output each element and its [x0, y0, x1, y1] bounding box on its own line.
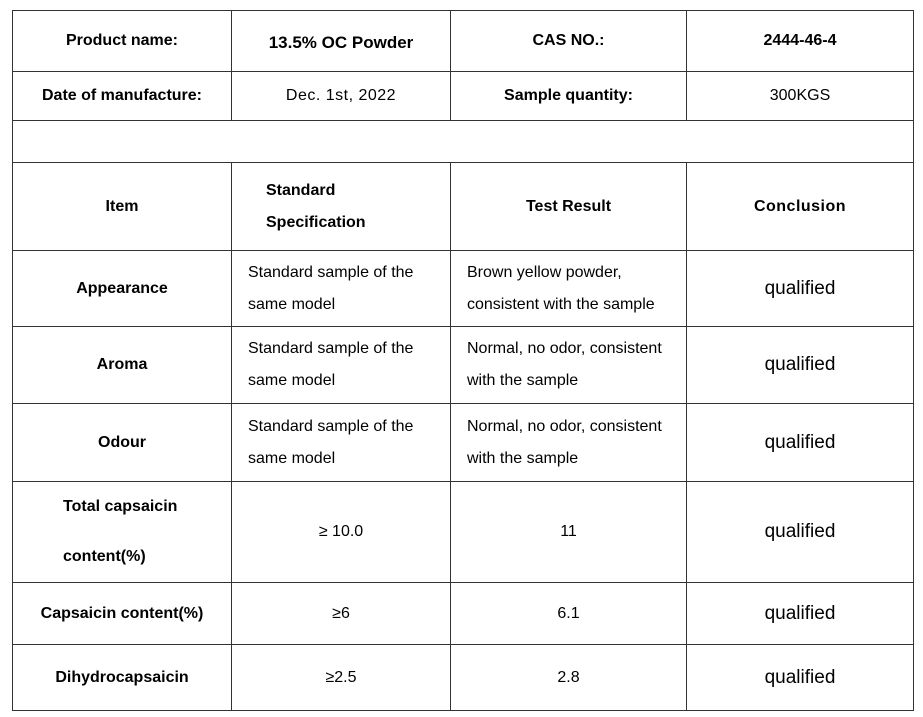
row-result-line1: Brown yellow powder, [467, 263, 622, 281]
row-result-line1: Normal, no odor, consistent [467, 340, 662, 357]
row-conclusion: qualified [687, 327, 914, 404]
row-standard [232, 404, 451, 482]
row-standard-line2: same model [248, 449, 336, 467]
row-result: 2.8 [451, 645, 687, 711]
table-row [13, 327, 914, 404]
inspection-report [12, 10, 913, 711]
row-item: Odour [13, 404, 232, 482]
col-standard-line1: Standard [266, 181, 336, 199]
table-row [13, 251, 914, 327]
col-result: Test Result [451, 163, 687, 251]
row-result [451, 327, 687, 404]
column-header-row [13, 163, 914, 251]
product-row [13, 11, 914, 72]
row-standard-line2: same model [248, 295, 336, 313]
row-item-line1: Total capsaicin [63, 498, 178, 515]
row-result-line2: with the sample [467, 372, 579, 389]
col-conclusion: Conclusion [687, 163, 914, 251]
row-conclusion: qualified [687, 583, 914, 645]
row-standard: ≥ 10.0 [232, 482, 451, 583]
row-item-line2: content(%) [63, 548, 146, 565]
row-standard [232, 327, 451, 404]
row-item: Dihydrocapsaicin [13, 645, 232, 711]
cas-value: 2444-46-4 [687, 11, 914, 72]
col-standard-line2: Specification [266, 213, 366, 231]
table-row [13, 482, 914, 583]
row-item: Capsaicin content(%) [13, 583, 232, 645]
date-row [13, 72, 914, 121]
cas-label: CAS NO.: [451, 11, 687, 72]
row-conclusion: qualified [687, 251, 914, 327]
table-row [13, 583, 914, 645]
row-result-line1: Normal, no odor, consistent [467, 417, 662, 435]
spacer-row [13, 121, 914, 163]
date-value: Dec. 1st, 2022 [232, 72, 451, 121]
date-label: Date of manufacture: [13, 72, 232, 121]
row-item: Aroma [13, 327, 232, 404]
row-standard: ≥2.5 [232, 645, 451, 711]
row-standard [232, 251, 451, 327]
quantity-value: 300KGS [687, 72, 914, 121]
report-table [12, 10, 914, 711]
row-result-line2: with the sample [467, 449, 579, 467]
quantity-label: Sample quantity: [451, 72, 687, 121]
row-result [451, 404, 687, 482]
row-conclusion: qualified [687, 645, 914, 711]
row-item [13, 482, 232, 583]
row-conclusion: qualified [687, 482, 914, 583]
row-standard-line1: Standard sample of the [248, 263, 414, 281]
col-item: Item [13, 163, 232, 251]
col-standard [232, 163, 451, 251]
row-standard-line1: Standard sample of the [248, 340, 414, 357]
row-standard-line2: same model [248, 372, 336, 389]
product-name-label: Product name: [13, 11, 232, 72]
row-result-line2: consistent with the sample [467, 295, 655, 313]
product-name-value: 13.5% OC Powder [232, 11, 451, 72]
row-result: 11 [451, 482, 687, 583]
table-row [13, 404, 914, 482]
spacer-cell [13, 121, 914, 163]
row-conclusion: qualified [687, 404, 914, 482]
row-result: 6.1 [451, 583, 687, 645]
row-standard: ≥6 [232, 583, 451, 645]
row-item: Appearance [13, 251, 232, 327]
row-standard-line1: Standard sample of the [248, 417, 414, 435]
row-result [451, 251, 687, 327]
table-row [13, 645, 914, 711]
